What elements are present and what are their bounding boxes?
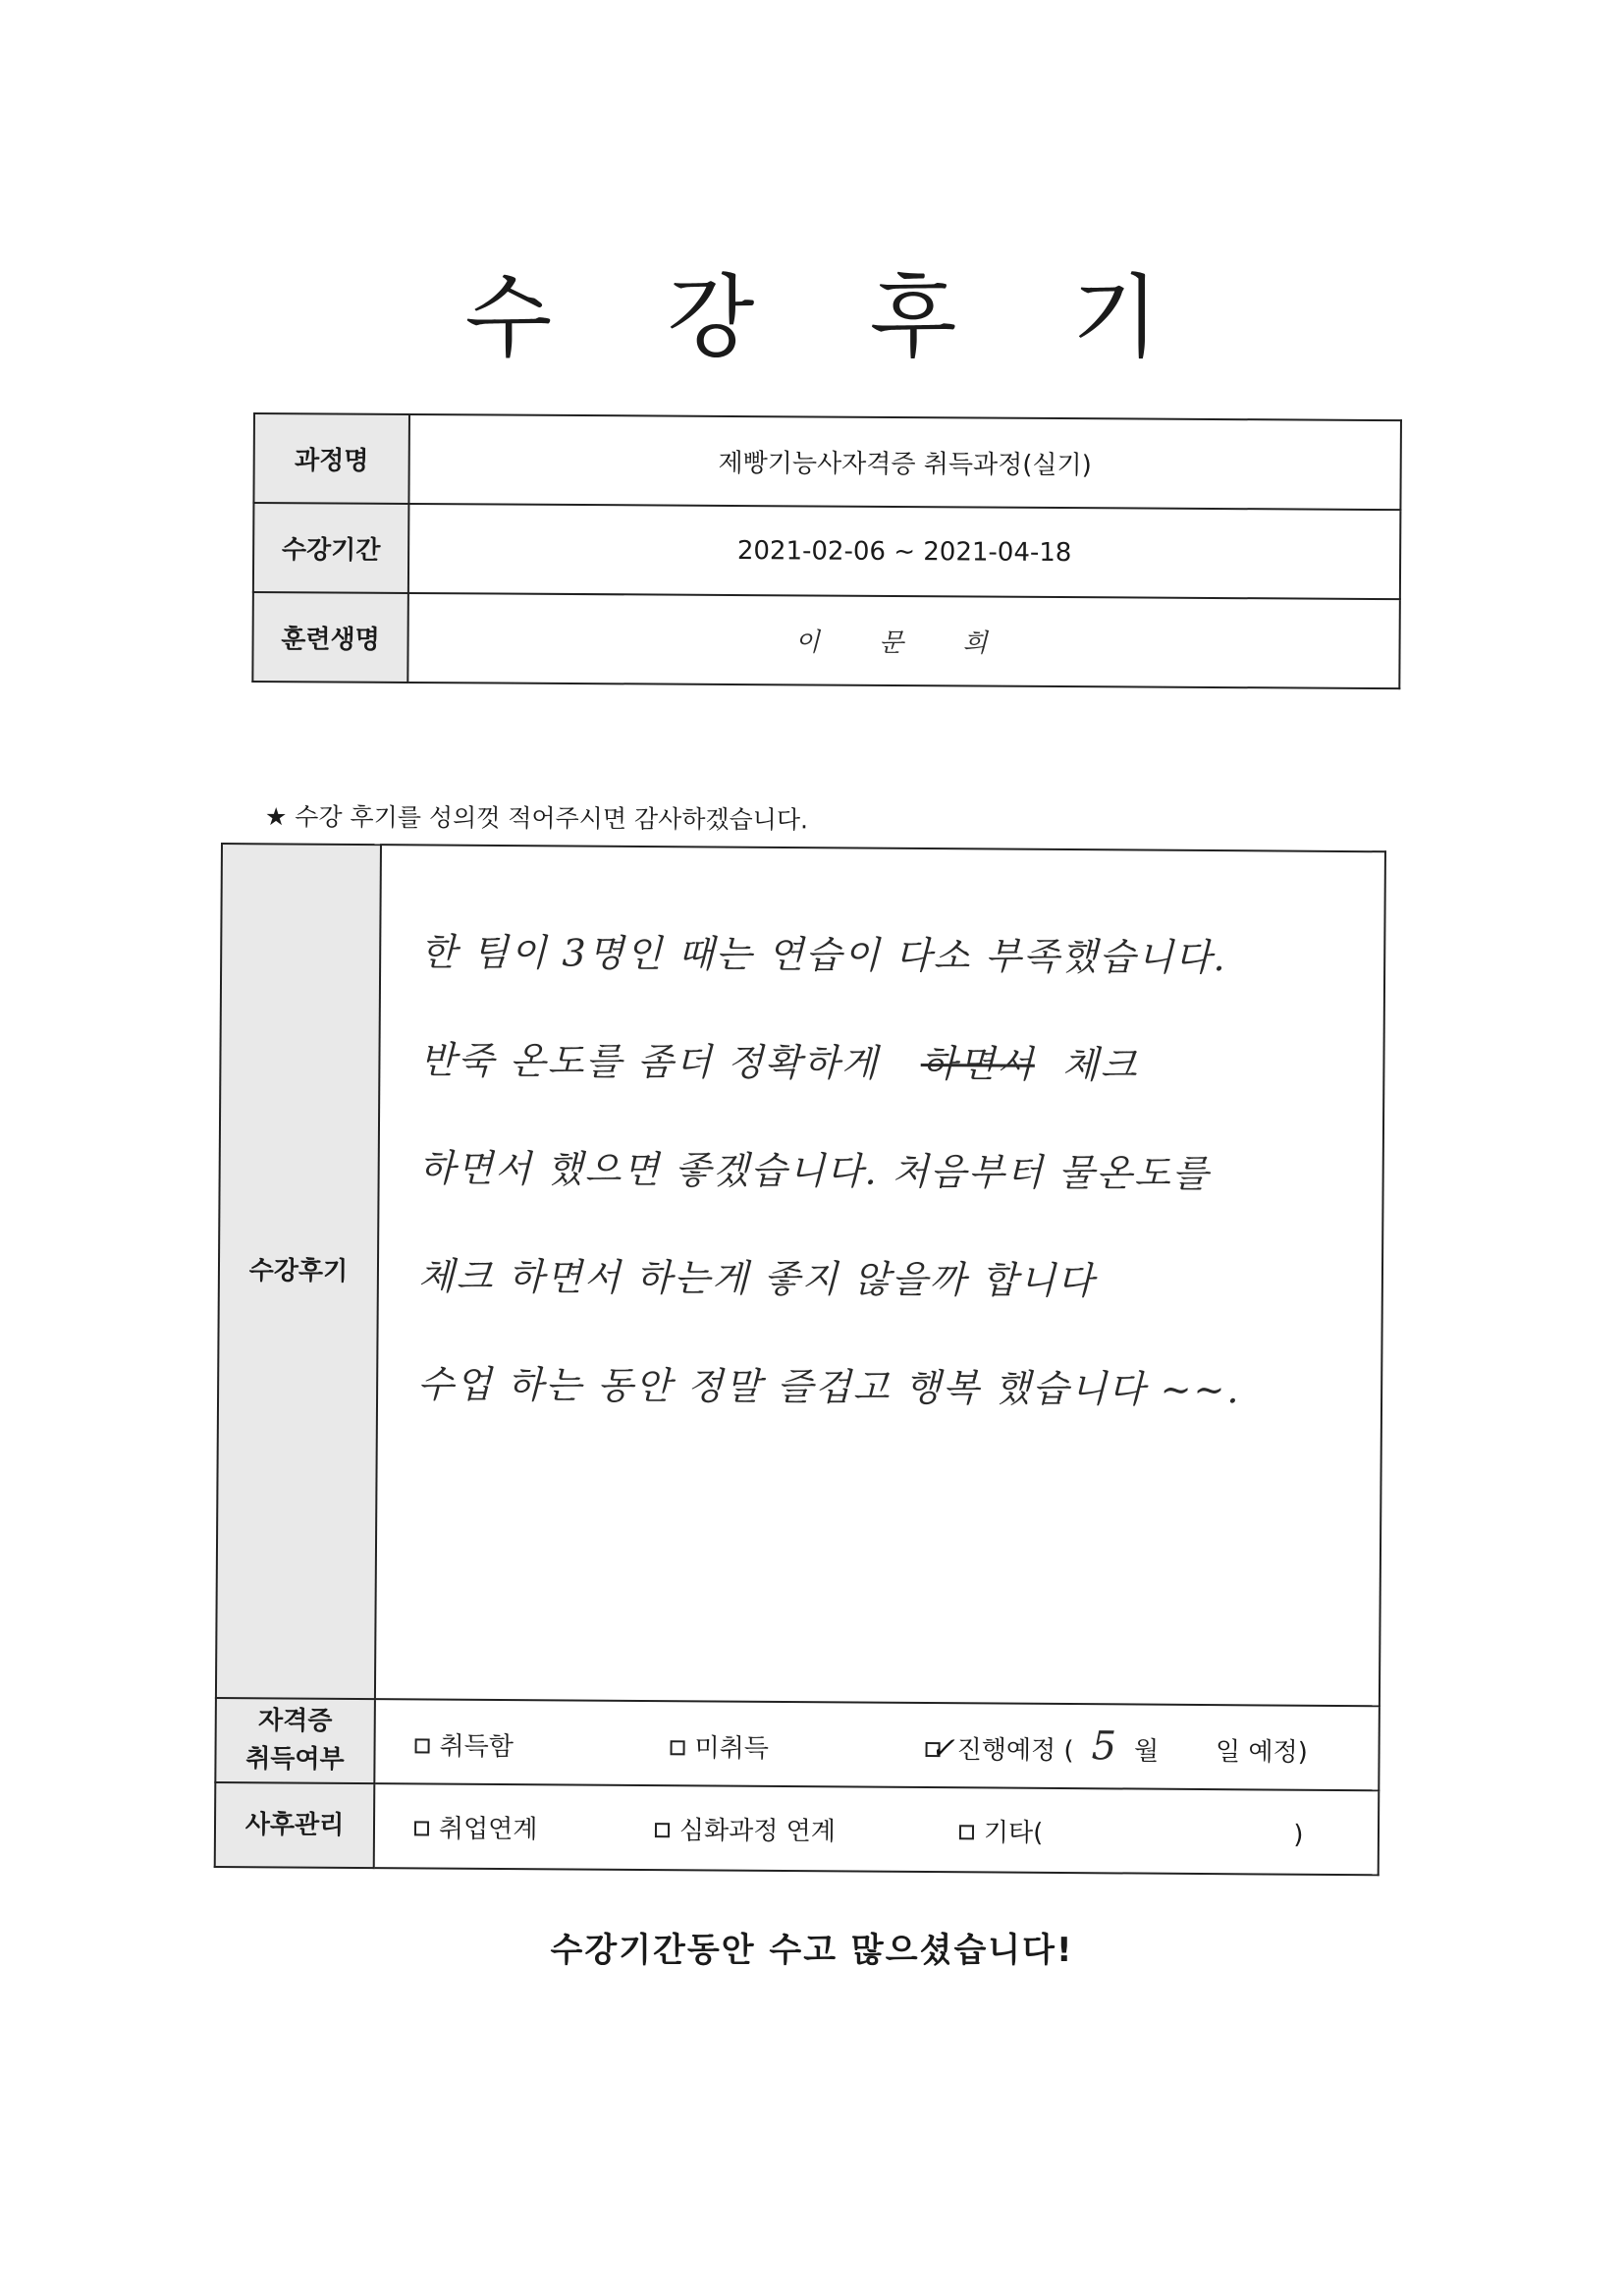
review-line-4: 체크 하면서 하는게 좋지 않을까 합니다	[417, 1254, 1096, 1303]
course-period-label: 수강기간	[253, 503, 409, 593]
option-advanced[interactable]	[655, 1810, 959, 1848]
option-not-acquired-label: 미취득	[694, 1733, 770, 1764]
other-blank[interactable]	[1043, 1840, 1293, 1842]
option-job[interactable]	[414, 1808, 655, 1846]
certification-label	[215, 1698, 375, 1783]
certification-label-line2: 취득여부	[245, 1744, 345, 1775]
checkbox-other[interactable]	[959, 1825, 974, 1839]
aftercare-row	[215, 1782, 1380, 1875]
option-job-label: 취업연계	[438, 1814, 538, 1844]
review-line-5: 수업 하는 동안 정말 즐겁고 행복 했습니다 ~~.	[417, 1362, 1241, 1412]
checkmark-icon: ✓	[930, 1731, 955, 1767]
closing-message: 수강기간동안 수고 많으셨습니다!	[550, 1931, 1074, 1970]
struck-out-text: 하면서	[920, 1041, 1036, 1086]
course-period-value: 2021-02-06 ~ 2021-04-18	[408, 504, 1401, 599]
planned-month-handwritten: 5	[1091, 1723, 1117, 1770]
option-acquired-label: 취득함	[439, 1731, 514, 1763]
page-title: 수 강 후 기	[464, 265, 1203, 370]
checkbox-advanced[interactable]	[655, 1823, 670, 1837]
option-planned[interactable]	[925, 1722, 1308, 1771]
review-handwritten-area	[375, 845, 1385, 1706]
checkbox-not-acquired[interactable]	[671, 1740, 685, 1755]
option-other-close: )	[1293, 1820, 1304, 1850]
review-table	[214, 843, 1386, 1876]
option-acquired[interactable]	[414, 1725, 670, 1764]
certification-label-line1: 자격증	[257, 1706, 333, 1736]
review-line-1: 한 팀이 3명인 때는 연습이 다소 부족했습니다.	[420, 930, 1227, 980]
option-other[interactable]	[959, 1812, 1304, 1850]
review-line-2	[419, 1022, 1354, 1137]
course-info-table	[251, 412, 1402, 689]
notice-text: ★ 수강 후기를 성의껏 적어주시면 감사하겠습니다.	[264, 801, 809, 835]
review-row	[216, 844, 1385, 1706]
month-unit: 월	[1133, 1736, 1160, 1767]
trainee-name-label: 훈련생명	[252, 592, 408, 683]
option-other-label: 기타(	[983, 1817, 1044, 1848]
review-line-3: 하면서 했으면 좋겠습니다. 처음부터 물온도를	[418, 1146, 1211, 1196]
certification-row	[215, 1698, 1380, 1790]
course-name-value: 제빵기능사자격증 취득과정(실기)	[408, 414, 1401, 510]
trainee-name-row	[252, 592, 1400, 688]
day-suffix: 일 예정)	[1215, 1737, 1308, 1768]
option-advanced-label: 심화과정 연계	[678, 1815, 837, 1846]
trainee-name-handwritten: 이 문 희	[407, 593, 1400, 688]
checkbox-job[interactable]	[414, 1821, 429, 1835]
aftercare-label: 사후관리	[215, 1782, 375, 1868]
option-planned-label: 진행예정 (	[956, 1735, 1074, 1767]
course-period-row	[253, 503, 1401, 599]
aftercare-options	[374, 1783, 1380, 1875]
course-name-row	[253, 413, 1401, 510]
course-name-label: 과정명	[253, 413, 409, 504]
review-label: 수강후기	[216, 844, 381, 1699]
checkbox-acquired[interactable]	[415, 1738, 430, 1753]
review-line-2-text: 반죽 온도를 좀더 정확하게	[419, 1038, 880, 1085]
review-line-2-tail: 체크	[1061, 1042, 1139, 1087]
certification-options	[374, 1699, 1380, 1790]
option-not-acquired[interactable]	[670, 1727, 925, 1766]
